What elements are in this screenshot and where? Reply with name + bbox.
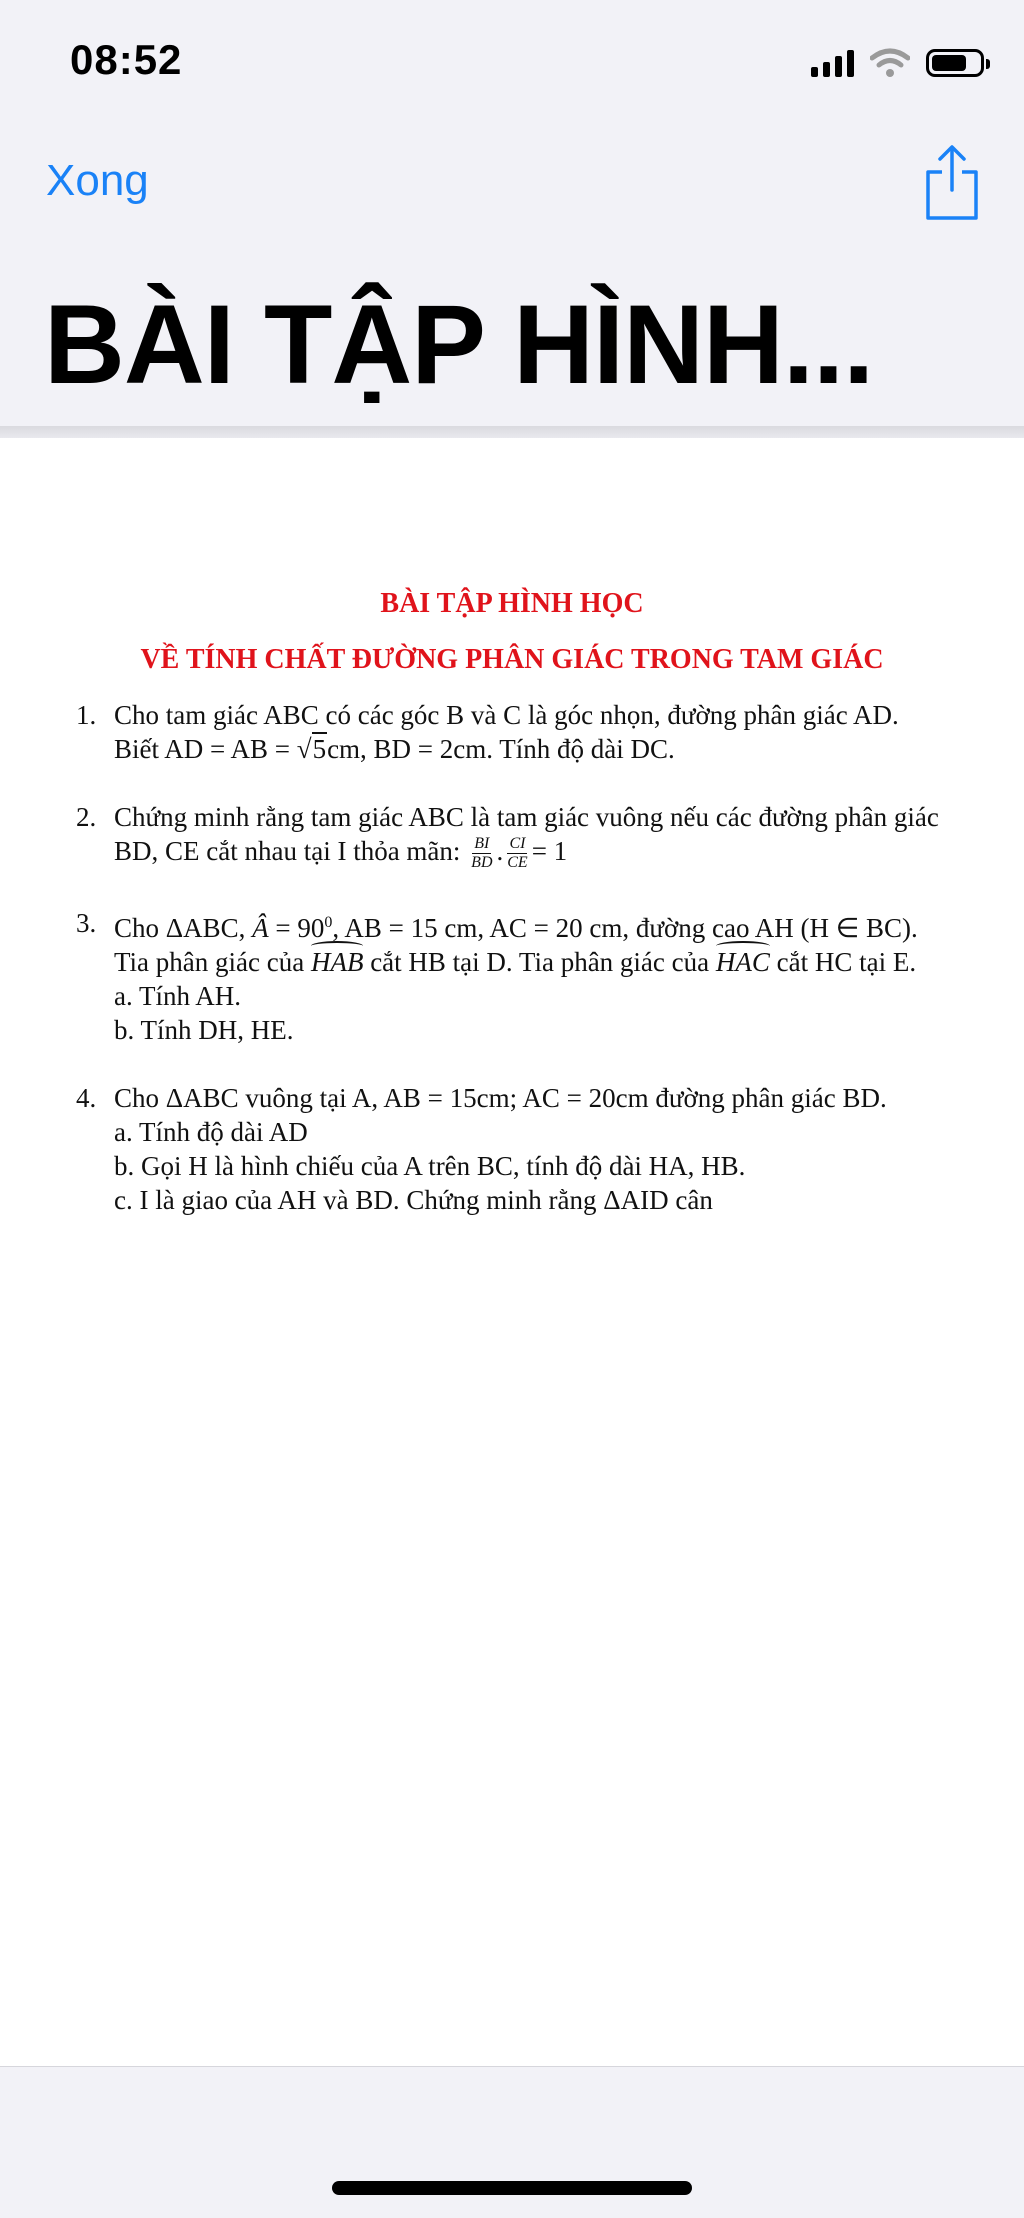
status-bar xyxy=(0,0,1024,120)
angle-hac: HAC xyxy=(715,947,770,978)
problem-item xyxy=(76,800,1006,872)
navigation-bar xyxy=(0,120,1024,420)
problem-line: c. I là giao của AH và BD. Chứng minh rằng ΔAID cân xyxy=(114,1185,713,1216)
problem-line: b. Gọi H là hình chiếu của A trên BC, tính độ dài HA, HB. xyxy=(114,1151,746,1182)
fraction-bi-bd: $\frac{BI}{BD}$ xyxy=(471,835,493,872)
wifi-icon xyxy=(870,48,910,78)
page-title: BÀI TẬP HÌNH... xyxy=(44,282,874,407)
fraction-ci-ce: $\frac{CI}{CE}$ xyxy=(507,835,528,872)
problem-line: Biết AD = AB = √5cm, BD = 2cm. Tính độ dài DC. xyxy=(114,734,675,764)
problem-line: Tia phân giác của HAB cắt HB tại D. Tia phân giác của HAC cắt HC tại E. xyxy=(114,947,917,978)
problem-line: b. Tính DH, HE. xyxy=(114,1015,294,1046)
document-subtitle: VỀ TÍNH CHẤT ĐƯỜNG PHÂN GIÁC TRONG TAM GIÁC xyxy=(140,644,884,675)
problem-line: Cho tam giác ABC có các góc B và C là góc nhọn, đường phân giác AD. xyxy=(114,700,899,730)
square-root: √5 xyxy=(296,734,327,764)
problem-number: 4. xyxy=(76,1083,97,1114)
header-divider xyxy=(0,426,1024,438)
problem-line: Cho ΔABC, Â = $90^0$, AB = 15 cm, AC = 20 cm, đường cao AH (H ∈ BC). xyxy=(114,913,918,944)
share-icon xyxy=(922,142,982,222)
problem-number: 2. xyxy=(76,802,97,832)
status-time: 08:52 xyxy=(70,36,183,83)
status-icons xyxy=(811,46,984,80)
cellular-signal-icon xyxy=(811,49,854,77)
angle-hab: HAB xyxy=(310,947,364,978)
problem-line: BD, CE cắt nhau tại I thỏa mãn: $\frac{BI}{BD}$ . $\frac{CI}{CE}$ = 1 xyxy=(114,835,568,872)
problem-line: Chứng minh rằng tam giác ABC là tam giác vuông nếu các đường phân giác xyxy=(114,802,939,832)
problem-line: a. Tính độ dài AD xyxy=(114,1117,308,1148)
battery-icon xyxy=(926,49,984,77)
home-indicator[interactable] xyxy=(332,2181,692,2195)
document-page[interactable] xyxy=(0,438,1024,2066)
problem-line: a. Tính AH. xyxy=(114,981,241,1012)
problem-number: 3. xyxy=(76,908,97,939)
problem-line: Cho ΔABC vuông tại A, AB = 15cm; AC = 20cm đường phân giác BD. xyxy=(114,1083,887,1114)
document-title: BÀI TẬP HÌNH HỌC xyxy=(380,588,644,619)
problem-item xyxy=(76,906,1006,1047)
problem-item xyxy=(76,698,1006,766)
problem-item xyxy=(76,1081,1006,1217)
bottom-toolbar xyxy=(0,2066,1024,2218)
share-button[interactable] xyxy=(922,142,982,222)
problem-list xyxy=(76,698,1006,1251)
problem-number: 1. xyxy=(76,700,97,730)
done-button[interactable]: Xong xyxy=(46,156,149,205)
